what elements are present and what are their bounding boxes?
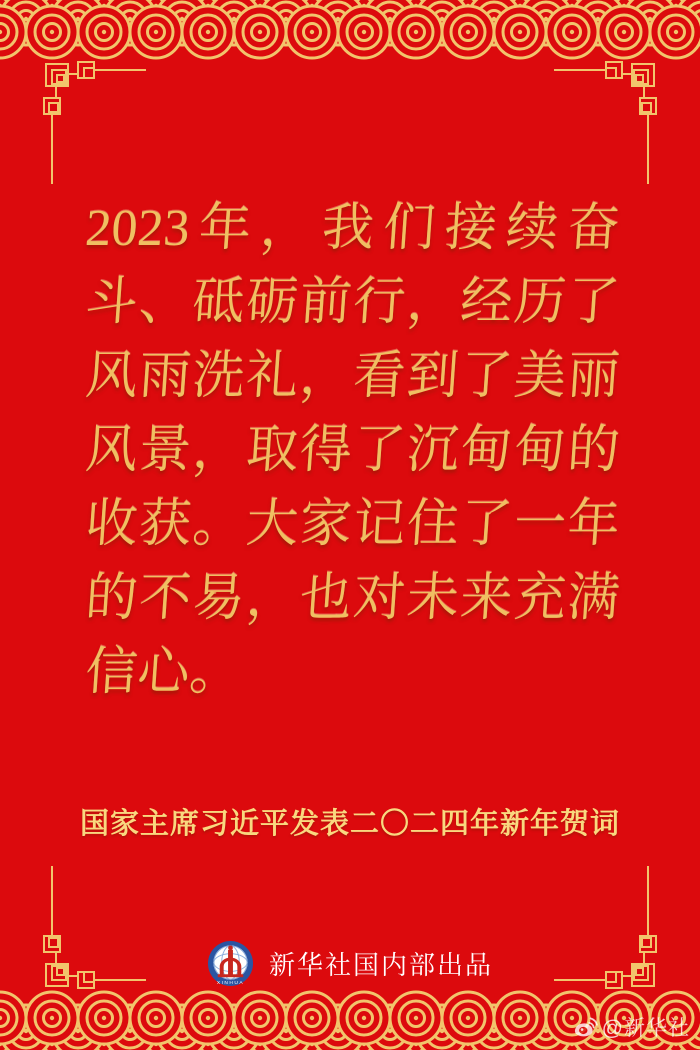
xinhua-logo <box>207 940 254 987</box>
quote-line: 信心。 <box>83 644 244 701</box>
quote-line: 2023年，我们接续奋 <box>83 200 622 257</box>
footer <box>0 938 700 988</box>
watermark-text: @新华社 <box>601 1017 690 1040</box>
corner-ornament-top-left <box>36 54 148 186</box>
quote-line: 的不易，也对未来充满 <box>83 570 622 627</box>
weibo-icon <box>574 1017 598 1037</box>
quote-line: 收获。大家记住了一年 <box>83 496 622 553</box>
corner-ornament-top-right <box>552 54 664 186</box>
watermark <box>574 1012 690 1042</box>
quote-line: 风景，取得了沉甸甸的 <box>83 422 622 479</box>
quote-text <box>83 192 622 710</box>
producer-credit: 新华社国内部出品 <box>268 949 493 980</box>
logo-text: XINHUA <box>216 980 245 986</box>
quote-line: 斗、砥砺前行，经历了 <box>83 274 622 331</box>
subtitle: 国家主席习近平发表二〇二四年新年贺词 <box>79 808 620 840</box>
quote-line: 风雨洗礼，看到了美丽 <box>83 348 622 405</box>
